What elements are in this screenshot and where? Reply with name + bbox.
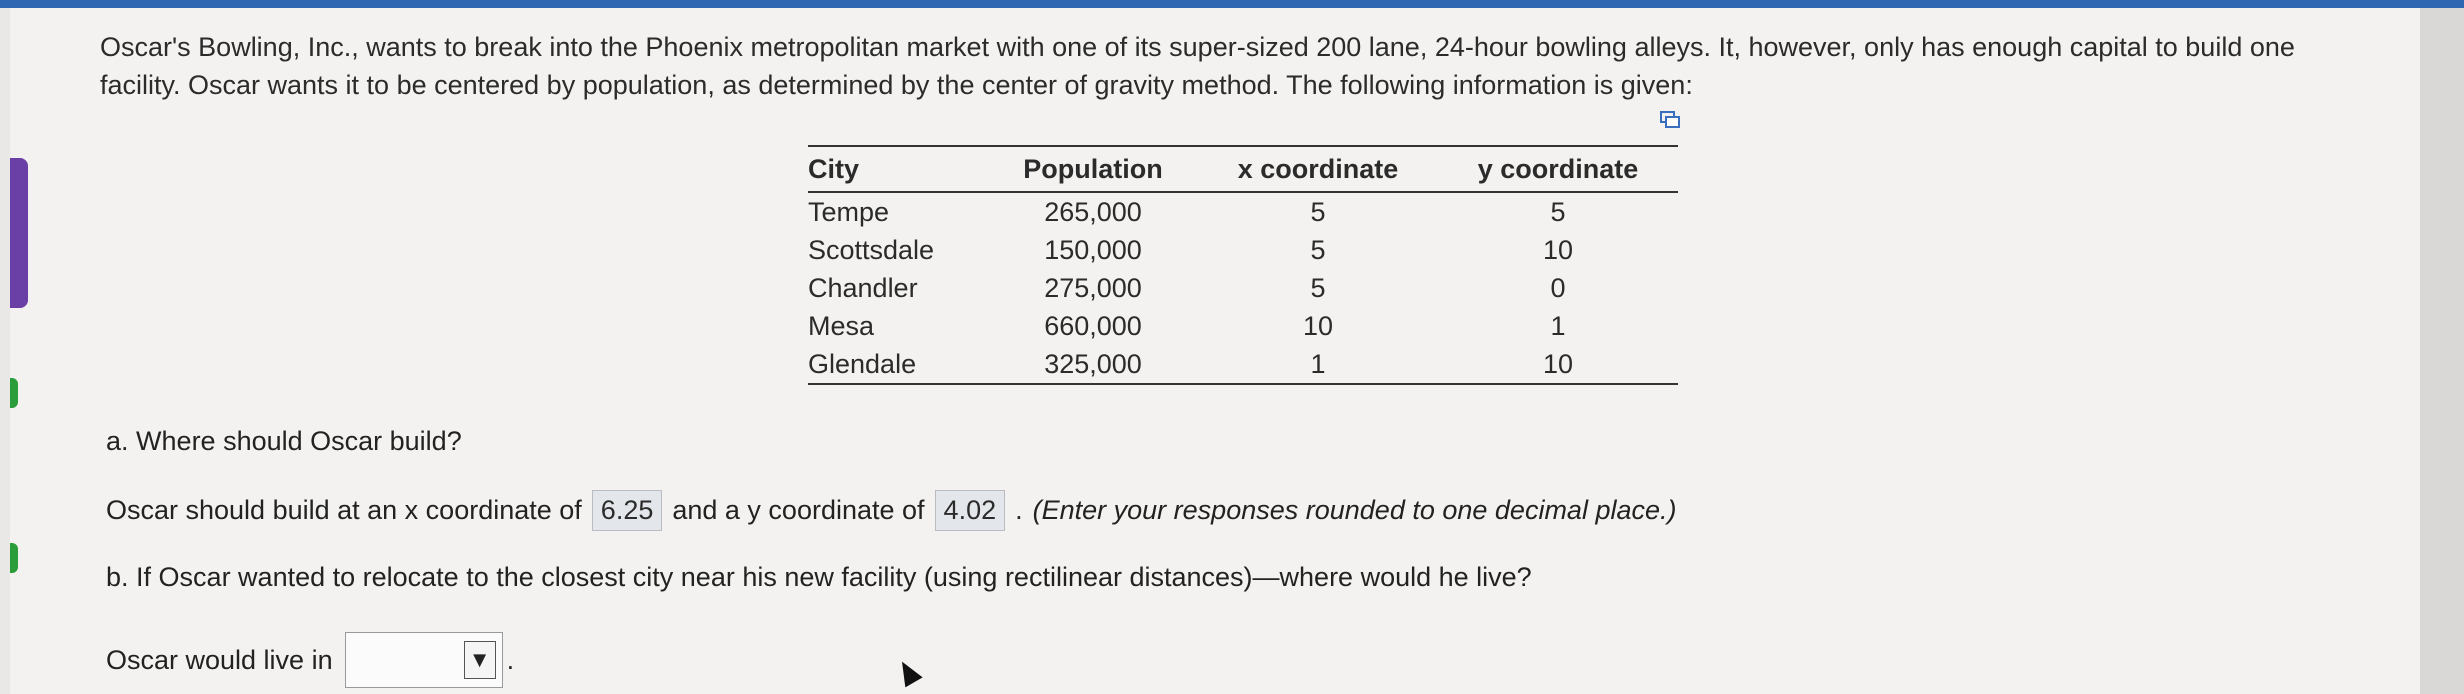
cell-population: 265,000 [1044, 196, 1142, 227]
question-b-text: If Oscar wanted to relocate to the closest city near his new facility (using rectilinear distances)—where would he live? [136, 562, 1532, 592]
rounding-hint: (Enter your responses rounded to one decimal place.) [1032, 495, 1677, 525]
city-dropdown[interactable] [345, 632, 503, 688]
cell-y: 5 [1550, 196, 1566, 227]
city-data-table [808, 145, 1678, 385]
cell-city: Mesa [808, 310, 875, 341]
y-coordinate-answer-field[interactable]: 4.02 [935, 490, 1006, 531]
table-header-row [808, 146, 1678, 192]
column-header-x: x coordinate [1237, 153, 1399, 184]
cell-x: 5 [1310, 196, 1326, 227]
answer-b-suffix: . [506, 644, 515, 675]
cell-city: Glendale [808, 348, 917, 379]
cell-x: 1 [1310, 348, 1326, 379]
cell-city: Chandler [808, 272, 918, 303]
cell-city: Scottsdale [808, 234, 935, 265]
problem-statement: Oscar's Bowling, Inc., wants to break into the Phoenix metropolitan market with one of its super-sized 200 lane, 24-hour bowling alleys. It, however, only has enough capital to build one facility. Oscar wants it to be centered by population, as determined by the center of gravity method. The following information is given: [100, 32, 2295, 100]
cell-y: 1 [1550, 310, 1566, 341]
answer-a-middle: and a y coordinate of [672, 495, 925, 525]
table-row [808, 269, 1678, 307]
cell-population: 150,000 [1044, 234, 1142, 265]
cell-population: 275,000 [1044, 272, 1142, 303]
right-edge [2420, 8, 2464, 694]
question-a-text: Where should Oscar build? [136, 426, 462, 456]
answer-a-line [106, 490, 1677, 531]
column-header-population: Population [1023, 153, 1163, 184]
cell-x: 5 [1310, 234, 1326, 265]
table-row [808, 192, 1678, 231]
cell-y: 0 [1550, 272, 1566, 303]
column-header-city: City [808, 153, 860, 184]
cell-x: 10 [1302, 310, 1334, 341]
table-row [808, 345, 1678, 384]
copy-data-icon[interactable] [1660, 110, 1680, 128]
top-border [0, 0, 2464, 8]
table-row [808, 231, 1678, 269]
question-a-label: a. [106, 426, 129, 456]
side-tab[interactable] [10, 158, 28, 308]
answer-a-suffix: . [1015, 495, 1023, 525]
x-coordinate-answer-field[interactable]: 6.25 [592, 490, 663, 531]
answer-b-line [106, 632, 514, 688]
table-row [808, 307, 1678, 345]
dropdown-arrow-icon[interactable]: ▼ [464, 641, 496, 679]
cell-y: 10 [1542, 348, 1574, 379]
column-header-y: y coordinate [1477, 153, 1639, 184]
question-a [106, 426, 462, 457]
answer-b-prefix: Oscar would live in [106, 644, 333, 675]
cell-x: 5 [1310, 272, 1326, 303]
cell-population: 325,000 [1044, 348, 1142, 379]
question-b [106, 562, 1532, 593]
side-indicator [10, 378, 18, 408]
question-b-label: b. [106, 562, 129, 592]
side-indicator [10, 543, 18, 573]
answer-a-prefix: Oscar should build at an x coordinate of [106, 495, 582, 525]
cell-y: 10 [1542, 234, 1574, 265]
cell-city: Tempe [808, 196, 890, 227]
cell-population: 660,000 [1044, 310, 1142, 341]
